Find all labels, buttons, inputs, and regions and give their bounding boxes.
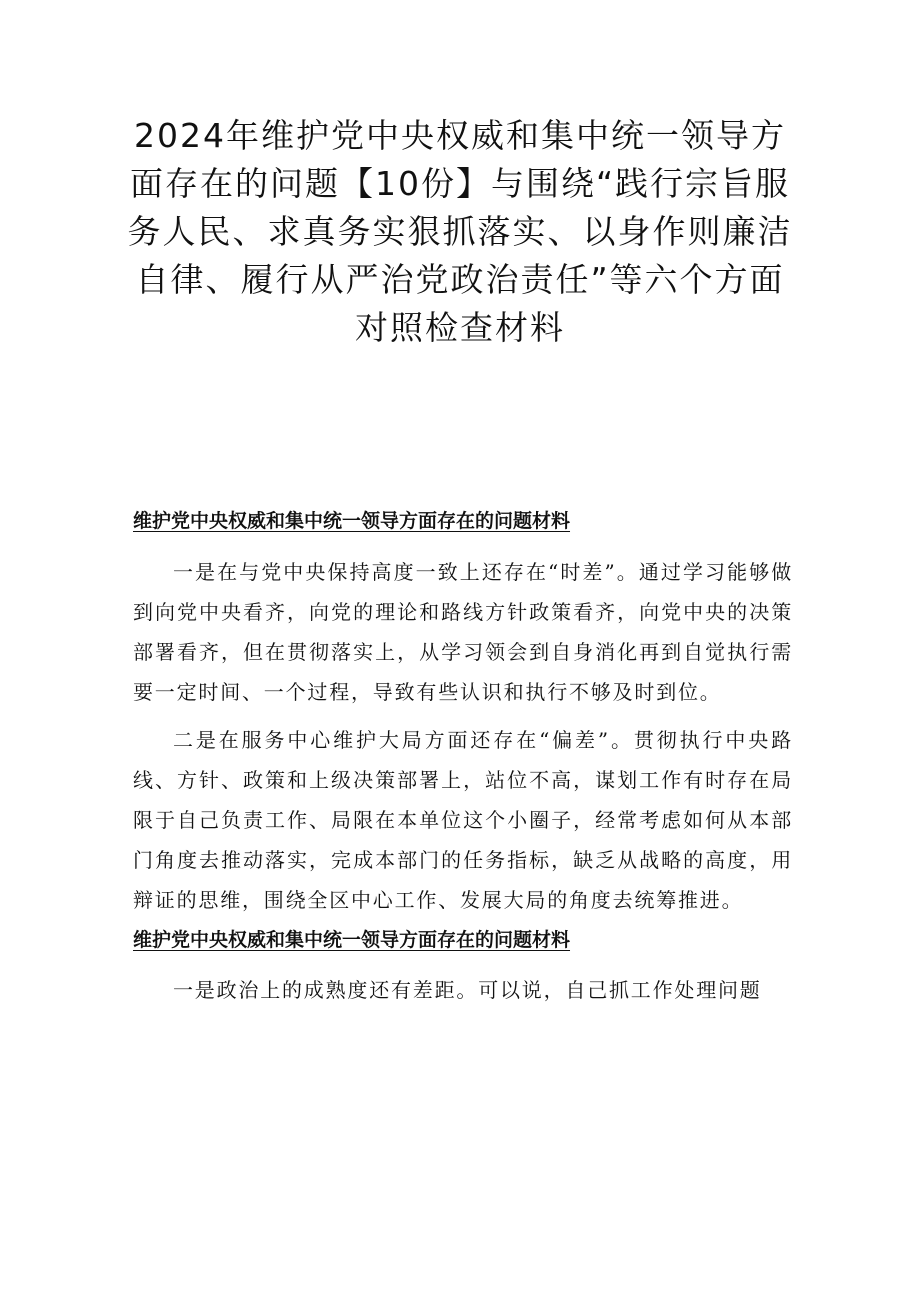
section-heading: 维护党中央权威和集中统一领导方面存在的问题材料 [133,510,571,532]
document-title: 2024年维护党中央权威和集中统一领导方面存在的问题【10份】与围绕“践行宗旨服务人民、求真务实狠抓落实、以身作则廉洁自律、履行从严治党政治责任”等六个方面对照检查材料 [127,116,793,347]
section-heading: 维护党中央权威和集中统一领导方面存在的问题材料 [133,929,571,951]
paragraph: 一是在与党中央保持高度一致上还存在“时差”。通过学习能够做到向党中央看齐，向党的理论和路线方针政策看齐，向党中央的决策部署看齐，但在贯彻落实上，从学习领会到自身消化再到自觉执行需要一定时间、一个过程，导致有些认识和执行不够及时到位。 [133,560,793,704]
paragraph: 二是在服务中心维护大局方面还存在“偏差”。贯彻执行中央路线、方针、政策和上级决策部署上，站位不高，谋划工作有时存在局限于自己负责工作、局限在本单位这个小圈子，经常考虑如何从本部门角度去推动落实，完成本部门的任务指标，缺乏从战略的高度，用辩证的思维，围绕全区中心工作、发展大局的角度去统筹推进。 [133,728,793,912]
document-body [133,505,793,1010]
paragraph: 一是政治上的成熟度还有差距。可以说，自己抓工作处理问题 [173,978,762,1002]
